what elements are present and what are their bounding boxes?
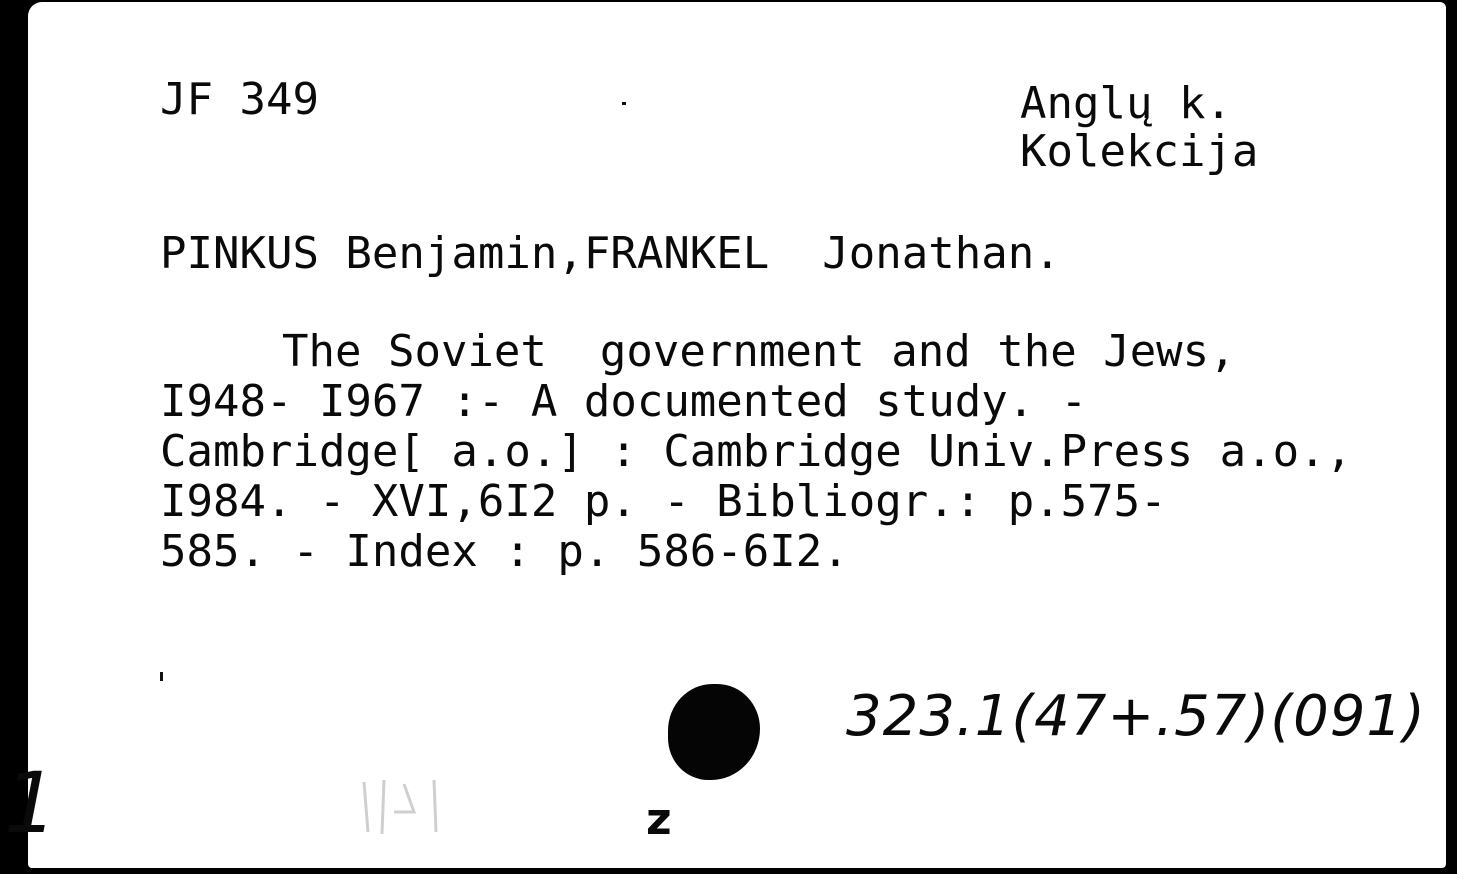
- ink-blot: [668, 684, 760, 780]
- description-line-5: 585. - Index : p. 586-6I2.: [160, 526, 849, 577]
- description-line-1: The Soviet government and the Jews,: [282, 326, 1236, 377]
- faded-stamp-mark: [324, 772, 464, 842]
- description-line-4: I984. - XVI,6I2 p. - Bibliogr.: p.575-: [160, 476, 1167, 527]
- language-label: Anglų k.: [1020, 78, 1232, 129]
- collection-label: Kolekcija: [1020, 126, 1259, 177]
- z-mark: z: [646, 794, 672, 845]
- card-number-handwritten: 1: [4, 754, 58, 852]
- udc-classification-handwritten: 323.1(47+.57)(091): [846, 684, 1426, 749]
- speck-mark: [622, 102, 626, 105]
- call-number: JF 349: [160, 74, 319, 125]
- catalog-card: [4, 2, 1446, 868]
- description-line-2: I948- I967 :- A documented study. -: [160, 376, 1088, 427]
- description-line-3: Cambridge[ a.o.] : Cambridge Univ.Press a.o.,: [160, 426, 1353, 477]
- author-line: PINKUS Benjamin,FRANKEL Jonathan.: [160, 228, 1061, 279]
- speck-mark: [160, 672, 163, 681]
